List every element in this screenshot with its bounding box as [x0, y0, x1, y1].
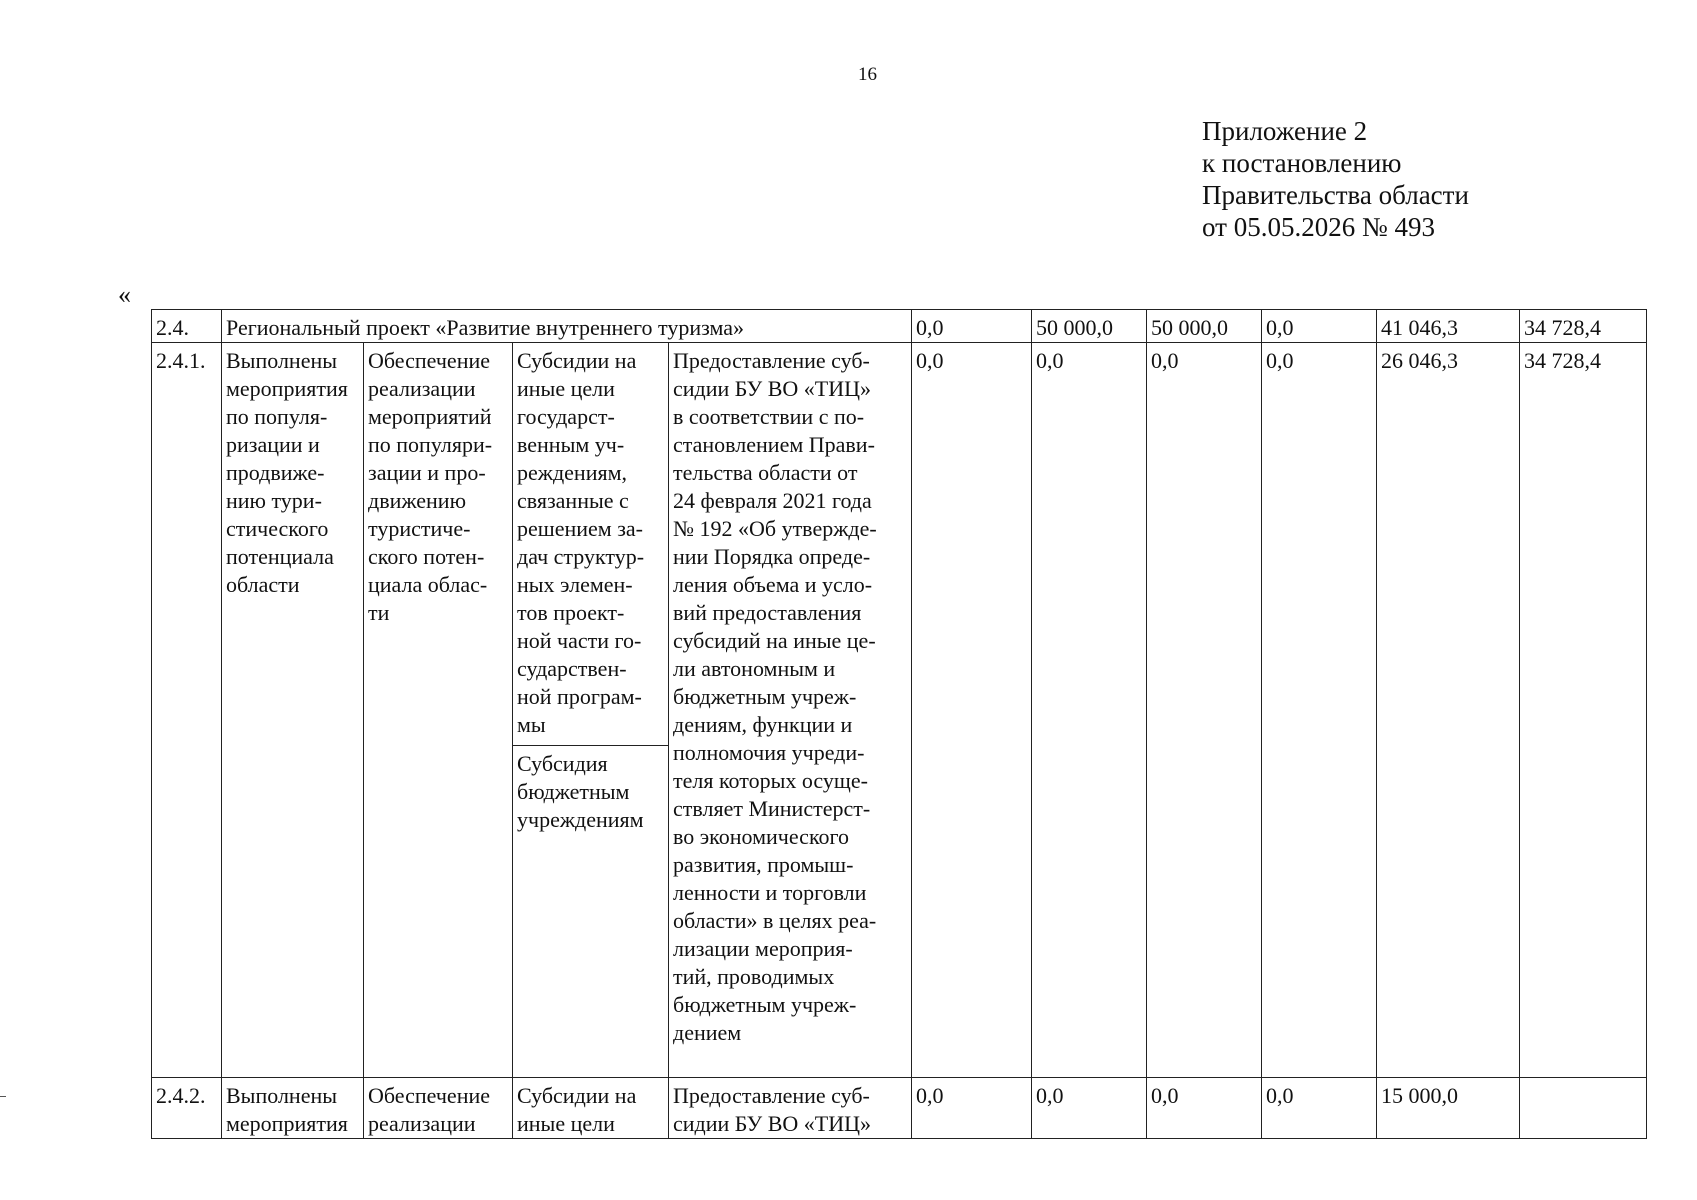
cell-line: сидии БУ ВО «ТИЦ»: [673, 1111, 871, 1136]
cell-line: Предоставление суб-: [673, 348, 870, 373]
subsidy-type-cell: [513, 343, 669, 1078]
value-cell: 50 000,0: [1032, 310, 1147, 343]
cell-line: Субсидия: [517, 751, 608, 776]
cell-line: мероприятия: [226, 376, 348, 401]
cell-line: ского потен-: [368, 544, 485, 569]
cell-line: циала облас-: [368, 572, 488, 597]
value-cell: 34 728,4: [1520, 343, 1647, 1078]
cell-line: во экономического: [673, 824, 849, 849]
cell-line: ли автономным и: [673, 656, 836, 681]
page-number: 16: [858, 64, 877, 85]
table-row-project: [152, 310, 1647, 343]
cell-line: мероприятий: [368, 404, 492, 429]
cell-line: ленности и торговли: [673, 880, 867, 905]
cell-line: по популяри-: [368, 432, 493, 457]
cell-line: по популя-: [226, 404, 328, 429]
cell-line: дениям, функции и: [673, 712, 853, 737]
value-cell: 26 046,3: [1377, 343, 1520, 1078]
cell-line: вий предоставления: [673, 600, 862, 625]
cell-line: реализации: [368, 1111, 476, 1136]
row-number-cell: 2.4.1.: [152, 343, 222, 1078]
project-title-cell: Региональный проект «Развитие внутреннего туризма»: [222, 310, 912, 343]
cell-line: Обеспечение: [368, 348, 490, 373]
cell-line: учреждениям: [517, 807, 644, 832]
value-cell: 0,0: [1262, 1078, 1377, 1139]
cell-line: бюджетным учреж-: [673, 684, 857, 709]
value-cell: 0,0: [912, 1078, 1032, 1139]
cell-line: ления объема и усло-: [673, 572, 873, 597]
value-cell: 0,0: [1262, 343, 1377, 1078]
value-cell: 0,0: [1032, 343, 1147, 1078]
cell-line: зации и про-: [368, 460, 486, 485]
appendix-line: Приложение 2: [1202, 116, 1368, 146]
cell-line: Предоставление суб-: [673, 1083, 870, 1108]
cell-line: стического: [226, 516, 329, 541]
value-cell: 34 728,4: [1520, 310, 1647, 343]
appendix-line: Правительства области: [1202, 180, 1469, 210]
cell-line: развития, промыш-: [673, 852, 854, 877]
cell-line: области» в целях реа-: [673, 908, 877, 933]
value-cell: 0,0: [1147, 1078, 1262, 1139]
table-row-2-4-2: [152, 1078, 1647, 1139]
value-cell: 0,0: [1147, 343, 1262, 1078]
cell-line: иные цели: [517, 376, 615, 401]
subsidy-type-a: [513, 343, 668, 746]
table-row-2-4-1: [152, 343, 1647, 1078]
cell-line: тов проект-: [517, 600, 625, 625]
cell-line: государст-: [517, 404, 615, 429]
cell-line: мы: [517, 712, 546, 737]
cell-line: Обеспечение: [368, 1083, 490, 1108]
value-cell: 0,0: [912, 343, 1032, 1078]
value-cell: [1520, 1078, 1647, 1139]
cell-line: нии Порядка опреде-: [673, 544, 871, 569]
budget-table: [151, 309, 1647, 1139]
cell-line: мероприятия: [226, 1111, 348, 1136]
value-cell: 15 000,0: [1377, 1078, 1520, 1139]
measure-cell: [364, 1078, 513, 1139]
cell-line: реализации: [368, 376, 476, 401]
cell-line: ных элемен-: [517, 572, 633, 597]
cell-line: теля которых осуще-: [673, 768, 868, 793]
description-cell: [669, 343, 912, 1078]
result-cell: [222, 343, 364, 1078]
measure-cell: [364, 343, 513, 1078]
appendix-line: к постановлению: [1202, 148, 1402, 178]
cell-line: субсидий на иные це-: [673, 628, 876, 653]
row-number-cell: 2.4.2.: [152, 1078, 222, 1139]
opening-quote-mark: «: [118, 280, 131, 309]
cell-line: ной части го-: [517, 628, 642, 653]
cell-line: реждениям,: [517, 460, 628, 485]
cell-line: решением за-: [517, 516, 643, 541]
cell-line: Субсидии на: [517, 348, 637, 373]
cell-line: венным уч-: [517, 432, 625, 457]
cell-line: нию тури-: [226, 488, 322, 513]
value-cell: 0,0: [1032, 1078, 1147, 1139]
cell-line: ти: [368, 600, 390, 625]
row-number-cell: 2.4.: [152, 310, 222, 343]
cell-line: становлением Прави-: [673, 432, 875, 457]
subsidy-type-cell: [513, 1078, 669, 1139]
cell-line: полномочия учреди-: [673, 740, 865, 765]
cell-line: № 192 «Об утвержде-: [673, 516, 877, 541]
result-cell: [222, 1078, 364, 1139]
cell-line: ризации и: [226, 432, 320, 457]
cell-line: Выполнены: [226, 1083, 338, 1108]
cell-line: сидии БУ ВО «ТИЦ»: [673, 376, 871, 401]
subsidy-type-b: [513, 746, 668, 834]
cell-line: ной програм-: [517, 684, 642, 709]
value-cell: 50 000,0: [1147, 310, 1262, 343]
cell-line: тий, проводимых: [673, 964, 835, 989]
cell-line: дач структур-: [517, 544, 645, 569]
cell-line: бюджетным учреж-: [673, 992, 857, 1017]
cell-line: ствляет Министерст-: [673, 796, 871, 821]
appendix-heading: [1202, 115, 1469, 243]
cell-line: лизации мероприя-: [673, 936, 853, 961]
value-cell: 41 046,3: [1377, 310, 1520, 343]
cell-line: 24 февраля 2021 года: [673, 488, 872, 513]
cell-line: тельства области от: [673, 460, 858, 485]
cell-line: потенциала: [226, 544, 334, 569]
cell-line: Выполнены: [226, 348, 338, 373]
description-cell: [669, 1078, 912, 1139]
value-cell: 0,0: [912, 310, 1032, 343]
cell-line: иные цели: [517, 1111, 615, 1136]
cell-line: движению: [368, 488, 467, 513]
cell-line: бюджетным: [517, 779, 630, 804]
scan-margin-mark: [0, 1096, 6, 1097]
cell-line: продвиже-: [226, 460, 325, 485]
appendix-line: от 05.05.2026 № 493: [1202, 212, 1435, 242]
value-cell: 0,0: [1262, 310, 1377, 343]
cell-line: сударствен-: [517, 656, 627, 681]
cell-line: туристиче-: [368, 516, 471, 541]
cell-line: дением: [673, 1020, 742, 1045]
cell-line: области: [226, 572, 300, 597]
cell-line: Субсидии на: [517, 1083, 637, 1108]
cell-line: в соответствии с по-: [673, 404, 865, 429]
cell-line: связанные с: [517, 488, 629, 513]
